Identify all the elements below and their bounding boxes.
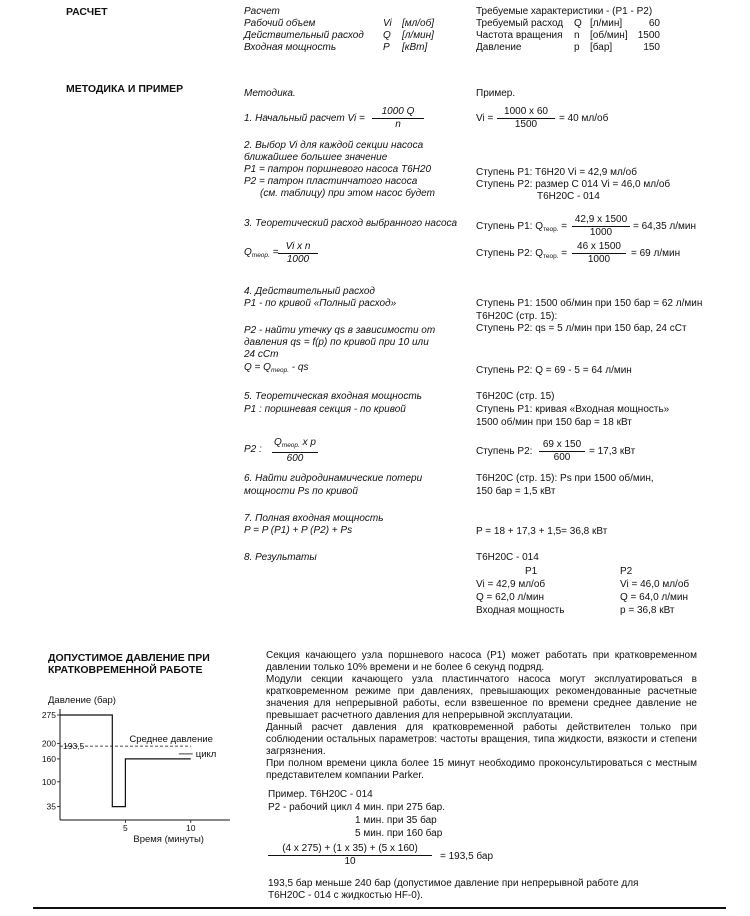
average-value-label: 193,5 [63,741,85,752]
calc-symbol: Q [383,30,391,41]
example-result: = 193,5 бар [440,851,494,862]
example-line: 5 мин. при 160 бар [355,828,443,839]
step3-text: 3. Теоретический расход выбранного насоса [244,218,458,229]
step4-example-line: Ступень P1: 1500 об/мин при 150 бар = 62 л/мин [476,298,703,309]
step8-text: 8. Результаты [244,552,317,563]
x-axis-label: Время (минуты) [133,834,204,845]
step4-line: P2 - найти утечку qs в зависимости от [244,325,436,336]
results-right: Q = 64,0 л/мин [620,592,689,603]
example-conclusion: T6H20C - 014 с жидкостью HF-0). [268,890,423,901]
y-tick-label: 100 [41,776,56,787]
step2-line: P1 = патрон поршневого насоса T6H20 [244,164,432,175]
fraction-numerator: 1000 x 60 [497,106,555,119]
step1-example-result: = 40 мл/об [559,113,609,124]
step3-example2-pre: Ступень P2: $Q_{теор.}$ = [476,248,568,260]
req-unit: [об/мин] [590,30,628,41]
req-value: 1500 [637,30,660,41]
step2-example-line: Ступень P1: T6H20 Vi = 42,9 мл/об [476,167,637,178]
y-tick-label: 35 [46,801,56,812]
step4-line: 24 cCт [244,349,279,360]
step5-p2-fraction [272,437,318,465]
example-title: Пример. T6H20C - 014 [268,789,373,800]
step2-line: P2 = патрон пластинчатого насоса [244,176,418,187]
fraction-denominator: 600 [286,453,304,464]
example-conclusion: 193,5 бар меньше 240 бар (допустимое давление при непрерывной работе для [268,878,639,889]
step2-example-line: T6H20C - 014 [537,191,600,202]
results-left: Vi = 42,9 мл/об [476,579,546,590]
step5-example-line: 1500 об/мин при 150 бар = 18 кВт [476,417,632,428]
section-heading-pressure: ДОПУСТИМОЕ ДАВЛЕНИЕ ПРИ [48,652,210,664]
step6-example-line: 150 бар = 1,5 кВт [476,486,556,497]
fraction-denominator: 10 [344,856,356,867]
calc-label: Входная мощность [244,42,337,53]
calc-unit: [мл/об] [402,18,435,29]
fraction-numerator: 1000 Q [372,106,424,119]
fraction-numerator: (4 x 275) + (1 x 35) + (5 x 160) [268,843,432,856]
results-p2-header: P2 [620,566,633,577]
results-left: Входная мощность [476,605,565,616]
paragraph: Данный расчет давления для кратковременной работы действителен только при соблюдении остальных параметров: частоты вращения, типа жидкости, вязкости и степени загрязнения. [266,722,697,757]
calc-symbol: P [383,42,390,53]
fraction-denominator: 1000 [587,254,611,265]
bottom-rule [33,907,726,909]
x-tick-label: 5 [123,823,128,833]
req-label: Давление [476,42,522,53]
results-model: T6H20C - 014 [476,552,539,563]
cycle-label: цикл [195,748,217,760]
req-unit: [л/мин] [590,18,623,29]
paragraph: При полном времени цикла более 15 минут необходимо проконсультироваться с местным представителем компании Parker. [266,758,697,781]
step1-example-pre: Vi = [476,113,494,124]
requirements-title: Требуемые характеристики - (P1 - P2) [476,6,653,17]
fraction-denominator: 1000 [286,254,310,265]
section-heading-calc: РАСЧЕТ [66,6,108,18]
paragraph: Секция качающего узла поршневого насоса (P1) может работать при кратковременном давлении только 10% времени и не более 6 секунд подряд. [266,650,697,673]
step4-example-line: T6H20C (стр. 15): [476,311,558,322]
calc-unit: [л/мин] [402,30,434,41]
example-line: P2 - рабочий цикл 4 мин. при 275 бар. [268,802,445,813]
step5-example-result: = 17,3 кВт [589,446,636,457]
fraction-denominator: 1000 [589,227,613,238]
req-value: 60 [648,18,660,29]
fraction-numerator: 42,9 x 1500 [572,214,630,227]
step5-line: 5. Теоретическая входная мощность [244,391,422,402]
step3-example2-result: = 69 л/мин [631,248,681,259]
step4-example-q: Ступень P2: Q = 69 - 5 = 64 л/мин [476,365,632,376]
step3-example1-fraction [572,214,630,239]
fraction-numerator: 46 x 1500 [572,241,626,254]
step2-line: ближайшее большее значение [244,152,388,163]
example-fraction [268,843,432,868]
y-tick-label: 160 [41,753,56,764]
req-value: 150 [643,42,660,53]
fraction-denominator: 1500 [514,119,538,130]
step6-example-line: T6H20C (стр. 15): Ps при 1500 об/мин, [476,473,654,484]
results-p1-header: P1 [525,566,538,577]
req-label: Требуемый расход [476,18,564,29]
req-symbol: Q [574,18,582,29]
paragraph: Модули секции качающего узла пластинчатого насоса могут эксплуатироваться в кратковременном режиме при давлениях, превышающих рекомендованные расчетные значения для непрерывной работы, если взвешенное по времени среднее давление не превышает расчетного давления для непрерывной эксплуатации. [266,674,697,721]
example-label: Пример. [476,88,516,99]
calc-unit: [кВт] [402,42,428,53]
step1-fraction [372,106,424,131]
fraction-denominator: 600 [553,452,571,463]
example-line: 1 мин. при 35 бар [355,815,437,826]
step3-example1-pre: Ступень P1: $Q_{теор.}$ = [476,221,568,233]
step4-example-line: Ступень P2: qs = 5 л/мин при 150 бар, 24 cCт [476,323,687,334]
results-left: Q = 62,0 л/мин [476,592,545,603]
section-heading-pressure: КРАТКОВРЕМЕННОЙ РАБОТЕ [48,664,203,676]
step2-line: 2. Выбор Vi для каждой секции насоса [244,140,424,151]
step1-text: 1. Начальный расчет Vi = [244,113,365,124]
step4-line: давления qs = f(p) по кривой при 10 или [244,337,429,348]
step4-q-line: $Q = Q_{теор.}$ - qs [244,362,309,374]
results-right: p = 36,8 кВт [620,605,675,616]
step7-example: P = 18 + 17,3 + 1,5= 36,8 кВт [476,526,608,537]
step1-example-fraction [497,106,555,131]
y-tick-label: 275 [41,710,56,720]
calc-label: Действительный расход [244,30,364,41]
calc-label: Расчет [244,6,280,17]
step5-example-line: Ступень P1: кривая «Входная мощность» [476,404,670,415]
method-label: Методика. [244,88,296,99]
step2-example-line: Ступень P2: размер C 014 Vi = 46,0 мл/об [476,179,671,190]
section-heading-method: МЕТОДИКА И ПРИМЕР [66,83,184,95]
req-label: Частота вращения [476,30,563,41]
step5-p2-label: P2 : [244,444,262,455]
step4-line: 4. Действительный расход [244,286,375,297]
step3-q-symbol: $Q_{теор.}$ = [244,247,279,259]
results-right: Vi = 46,0 мл/об [620,579,690,590]
req-symbol: p [574,42,580,53]
calc-label: Рабочий объем [244,18,316,29]
step5-example-fraction [539,439,585,464]
step5-line: P1 : поршневая секция - по кривой [244,404,406,415]
step3-example1-result: = 64,35 л/мин [633,221,697,232]
x-tick-label: 10 [186,823,196,833]
req-symbol: n [574,30,580,41]
cycle-line [60,715,191,807]
req-unit: [бар] [590,42,613,53]
step5-example-pre: Ступень P2: [476,446,533,457]
fraction-denominator: n [395,119,401,130]
step2-line: (см. таблицу) при этом насос будет [260,188,435,199]
step3-example2-fraction [572,241,626,266]
fraction-numerator: Vi x n [278,241,318,254]
step7-line: 7. Полная входная мощность [244,513,384,524]
calc-symbol: Vi [383,18,392,29]
pressure-cycle-chart [40,690,240,855]
y-axis-label: Давление (бар) [48,695,116,706]
step7-line: P = P (P1) + P (P2) + Ps [244,525,353,536]
step3-fraction [278,241,318,266]
step4-line: P1 - по кривой «Полный расход» [244,298,397,309]
step6-line: 6. Найти гидродинамические потери [244,473,423,484]
step5-example-line: T6H20C (стр. 15) [476,391,555,402]
average-text-label: Среднее давление [129,734,213,746]
fraction-numerator: $Q_{теор.}$ x p [272,437,318,453]
fraction-numerator: 69 x 150 [539,439,585,452]
step6-line: мощности Ps по кривой [244,486,358,497]
y-tick-label: 200 [41,738,56,749]
pressure-paragraphs [266,650,697,782]
